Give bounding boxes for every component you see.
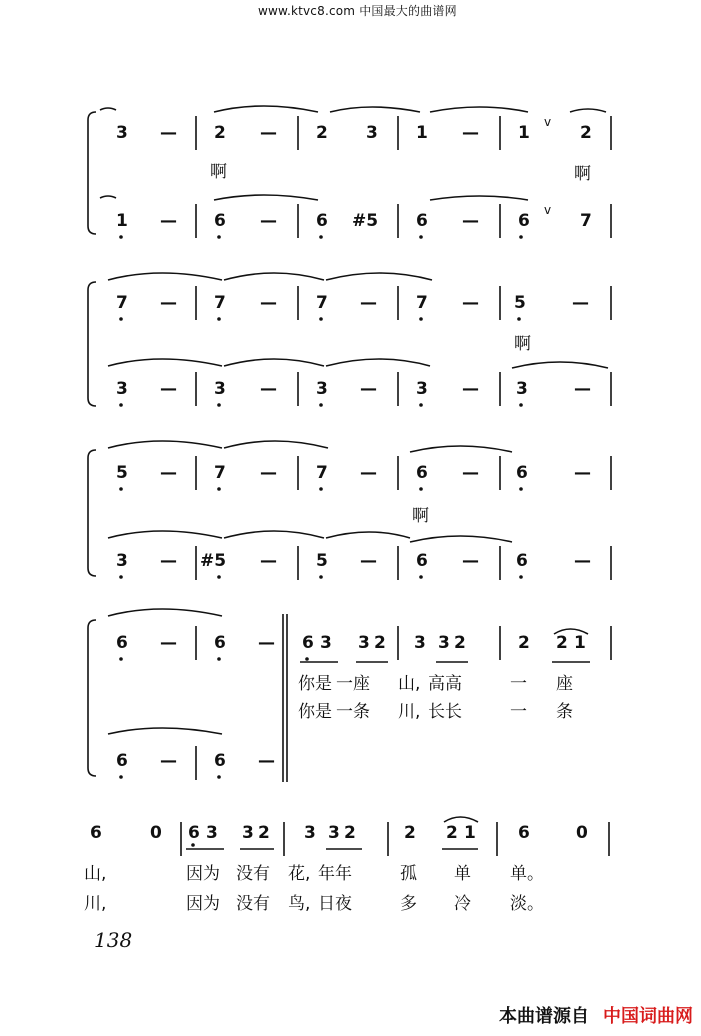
- note: 3: [416, 379, 428, 399]
- tie-arc: [326, 359, 430, 366]
- dash: —: [574, 551, 591, 571]
- tie-arc: [224, 531, 324, 538]
- note: 1: [574, 633, 586, 653]
- slur-arc: [444, 817, 478, 822]
- lyric: 啊: [514, 334, 531, 354]
- dash: —: [160, 751, 177, 771]
- lyric: 鸟,: [288, 894, 311, 914]
- dash: —: [462, 379, 479, 399]
- lyric: 花,: [288, 864, 311, 884]
- note: 6: [214, 633, 226, 653]
- note: 6: [518, 823, 530, 843]
- note: 5: [514, 293, 526, 313]
- lyric: 单。: [510, 864, 544, 884]
- lyric: 没有: [236, 894, 270, 914]
- dash: —: [260, 463, 277, 483]
- note: 1: [518, 123, 530, 143]
- tie-arc: [100, 108, 116, 110]
- note: 0: [576, 823, 588, 843]
- note: 6: [416, 551, 428, 571]
- lyric: 啊: [412, 506, 429, 526]
- breath-mark: v: [544, 203, 552, 217]
- note: 2: [454, 633, 466, 653]
- note: 7: [316, 293, 328, 313]
- note: 7: [416, 293, 428, 313]
- tie-arc: [224, 359, 324, 366]
- tie-arc: [410, 446, 512, 452]
- dash: —: [574, 463, 591, 483]
- lyric: 一: [510, 702, 527, 722]
- page-number: 138: [94, 928, 133, 952]
- dash: —: [160, 463, 177, 483]
- system-brace: [88, 450, 96, 576]
- lyric: 啊: [210, 162, 227, 182]
- note: 2: [404, 823, 416, 843]
- footer-credit: [499, 1002, 693, 1028]
- lyric: 年年: [318, 864, 352, 884]
- lyric: 川,: [84, 894, 107, 914]
- dash: —: [260, 551, 277, 571]
- note: 2: [556, 633, 568, 653]
- dash: —: [258, 633, 275, 653]
- note: 5: [316, 551, 328, 571]
- dash: —: [360, 551, 377, 571]
- note: 3: [358, 633, 370, 653]
- lyric: 你是: [298, 674, 332, 694]
- note: 2: [374, 633, 386, 653]
- tie-arc: [108, 728, 222, 734]
- note: 2: [446, 823, 458, 843]
- note: 6: [316, 211, 328, 231]
- tie-arc: [326, 273, 432, 280]
- site-header-text: www.ktvc8.com 中国最大的曲谱网: [258, 4, 457, 18]
- lyric: 长长: [428, 702, 462, 722]
- dash: —: [360, 379, 377, 399]
- note: 1: [116, 211, 128, 231]
- tie-arc: [330, 107, 420, 112]
- lyric: 因为: [186, 894, 220, 914]
- lyric: 日夜: [318, 894, 352, 914]
- lyric: 山,: [398, 674, 421, 694]
- tie-arc: [512, 362, 608, 368]
- lyric: 因为: [186, 864, 220, 884]
- note: #5: [352, 211, 379, 231]
- tie-arc: [108, 531, 222, 538]
- note: 7: [116, 293, 128, 313]
- lyric: 多: [400, 894, 417, 914]
- dash: —: [462, 211, 479, 231]
- note: 3: [116, 551, 128, 571]
- dash: —: [462, 551, 479, 571]
- note: 6: [416, 211, 428, 231]
- note: 3: [214, 379, 226, 399]
- lyric: 山,: [84, 864, 107, 884]
- note: 6: [188, 823, 200, 843]
- tie-arc: [108, 273, 222, 280]
- system-brace: [88, 282, 96, 406]
- dash: —: [160, 633, 177, 653]
- dash: —: [462, 463, 479, 483]
- note: 3: [116, 379, 128, 399]
- lyric: 一座: [336, 674, 370, 694]
- note: 3: [414, 633, 426, 653]
- system-brace: [88, 620, 96, 776]
- note: 2: [214, 123, 226, 143]
- note: 7: [214, 293, 226, 313]
- lyric: 单: [454, 864, 471, 884]
- note: 5: [116, 463, 128, 483]
- lyric: 一条: [336, 702, 370, 722]
- lyric: 冷: [454, 894, 471, 914]
- note: 6: [302, 633, 314, 653]
- tie-arc: [108, 359, 222, 366]
- note: 3: [304, 823, 316, 843]
- dash: —: [574, 379, 591, 399]
- note: 6: [214, 751, 226, 771]
- dash: —: [260, 211, 277, 231]
- breath-mark: v: [544, 115, 552, 129]
- lyric: 孤: [400, 864, 417, 884]
- tie-arc: [430, 107, 528, 112]
- tie-arc: [108, 609, 222, 616]
- lyric: 条: [556, 702, 573, 722]
- dash: —: [260, 379, 277, 399]
- octave-dots: [119, 235, 523, 847]
- note: 6: [214, 211, 226, 231]
- dash: —: [160, 123, 177, 143]
- lyric: 川,: [398, 702, 421, 722]
- note: 2: [344, 823, 356, 843]
- note: 6: [116, 633, 128, 653]
- note: 3: [116, 123, 128, 143]
- note: 3: [206, 823, 218, 843]
- note: 6: [116, 751, 128, 771]
- dash: —: [160, 293, 177, 313]
- lyric: 你是: [298, 702, 332, 722]
- dash: —: [160, 551, 177, 571]
- dash: —: [360, 293, 377, 313]
- note: 7: [580, 211, 592, 231]
- note: 7: [214, 463, 226, 483]
- note: 3: [516, 379, 528, 399]
- footer-brand-link[interactable]: 中国词曲网: [603, 1006, 693, 1027]
- note: 0: [150, 823, 162, 843]
- lyric: 啊: [574, 164, 591, 184]
- tie-arc: [570, 109, 606, 112]
- note: 7: [316, 463, 328, 483]
- note: 6: [516, 463, 528, 483]
- lyric: 高高: [428, 674, 462, 694]
- note: 6: [518, 211, 530, 231]
- tie-arc: [224, 273, 324, 280]
- lyric: 座: [556, 674, 573, 694]
- system-brace: [88, 112, 96, 234]
- note: 3: [366, 123, 378, 143]
- dash: —: [260, 293, 277, 313]
- tie-arc: [410, 536, 512, 542]
- dash: —: [258, 751, 275, 771]
- tie-arc: [214, 106, 318, 112]
- dash: —: [462, 293, 479, 313]
- tie-arc: [224, 441, 328, 448]
- tie-arc: [108, 441, 222, 448]
- dash: —: [462, 123, 479, 143]
- lyric: 淡。: [510, 894, 544, 914]
- note: 2: [518, 633, 530, 653]
- note: 6: [416, 463, 428, 483]
- dash: —: [360, 463, 377, 483]
- tie-arc: [100, 196, 116, 198]
- dash: —: [260, 123, 277, 143]
- note: 6: [90, 823, 102, 843]
- dash: —: [572, 293, 589, 313]
- note: 3: [242, 823, 254, 843]
- note: 3: [328, 823, 340, 843]
- note: 1: [464, 823, 476, 843]
- dash: —: [160, 211, 177, 231]
- note: 2: [580, 123, 592, 143]
- lyric: 没有: [236, 864, 270, 884]
- lyric: 一: [510, 674, 527, 694]
- note: 3: [316, 379, 328, 399]
- tie-arc: [326, 532, 410, 538]
- note: 2: [316, 123, 328, 143]
- footer-prefix: 本曲谱源自: [499, 1006, 589, 1027]
- note: #5: [200, 551, 227, 571]
- note: 6: [516, 551, 528, 571]
- note: 3: [320, 633, 332, 653]
- note: 2: [258, 823, 270, 843]
- dash: —: [160, 379, 177, 399]
- note: 1: [416, 123, 428, 143]
- tie-arc: [430, 196, 528, 200]
- note: 3: [438, 633, 450, 653]
- tie-arc: [214, 195, 318, 200]
